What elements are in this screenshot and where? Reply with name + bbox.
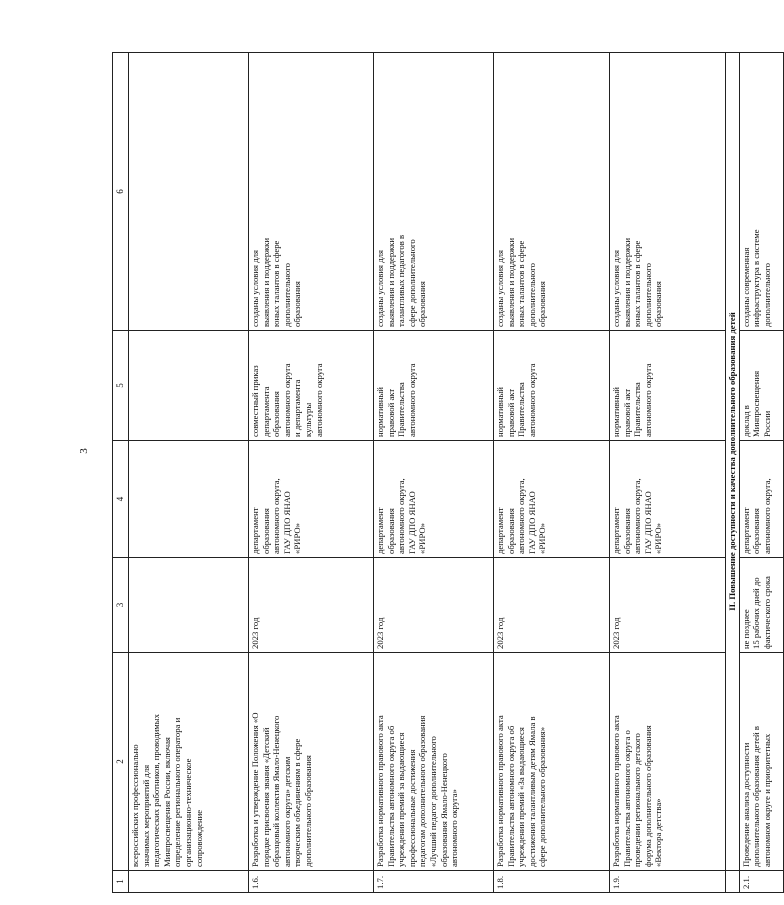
text-line: правовой акт xyxy=(505,388,516,437)
text-line: Проведение анализа доступности xyxy=(740,742,751,867)
table-row xyxy=(128,53,248,893)
deadline xyxy=(493,558,609,653)
text-line: значимых мероприятий для xyxy=(140,764,151,867)
text-line: всероссийских профессионально xyxy=(129,744,140,867)
row-number xyxy=(128,871,248,893)
text-line: доклад в xyxy=(740,405,751,437)
text-line: выявления и поддержки xyxy=(505,237,516,327)
event-name xyxy=(128,653,248,871)
header-col-6: 6 xyxy=(113,53,129,331)
text-line: ГАУ ДПО ЯНАО xyxy=(281,491,292,554)
executor xyxy=(493,441,609,558)
text-line: Правительства xyxy=(632,382,643,437)
section-row xyxy=(725,53,739,893)
table-row xyxy=(739,53,783,893)
text-line: департамента xyxy=(260,386,271,437)
header-col-1: 1 xyxy=(113,871,129,893)
text-line: не позднее xyxy=(740,609,751,649)
text-line: «Лучший педагог дополнительного xyxy=(428,736,439,867)
text-line: созданы условия для xyxy=(494,250,505,327)
text-line: талантливых педагогов в xyxy=(396,234,407,327)
text-line: Правительства автономного округа об xyxy=(385,725,396,867)
text-line: выявления и поддержки xyxy=(621,237,632,327)
deadline xyxy=(373,558,493,653)
text-line: автономного округа, xyxy=(396,478,407,554)
text-line: инфраструктура в системе xyxy=(751,229,762,327)
table-row xyxy=(248,53,373,893)
section-number xyxy=(725,871,739,893)
text-line: созданы современная xyxy=(740,247,751,327)
text-line: фактического срока xyxy=(761,576,772,649)
executor xyxy=(739,441,783,558)
event-name xyxy=(609,653,725,871)
text-line: 2023 год xyxy=(610,617,621,649)
expected-result xyxy=(609,53,725,331)
expected-result xyxy=(493,53,609,331)
deadline xyxy=(609,558,725,653)
text-line: образования xyxy=(385,508,396,554)
deadline xyxy=(739,558,783,653)
text-line: автономного округа» xyxy=(449,789,460,867)
table-row xyxy=(493,53,609,893)
text-line: «Вектора детства» xyxy=(653,798,664,867)
text-line: департамент xyxy=(610,507,621,554)
row-number: 1.7. xyxy=(373,871,493,893)
document-type xyxy=(128,331,248,441)
text-line: департамент xyxy=(249,507,260,554)
text-line: дополнительного xyxy=(526,263,537,327)
text-line: нормативный xyxy=(374,387,385,437)
event-name xyxy=(373,653,493,871)
text-line: «РИРО» xyxy=(292,522,303,554)
executor xyxy=(128,441,248,558)
text-line: ГАУ ДПО ЯНАО xyxy=(642,491,653,554)
text-line: дополнительного xyxy=(281,263,292,327)
text-line: проведении регионального детского xyxy=(632,733,643,867)
row-number: 1.9. xyxy=(609,871,725,893)
text-line: профессиональные достижения xyxy=(406,749,417,867)
text-line: Разработка и утверждение Положения «О xyxy=(249,712,260,867)
text-line: автономного округа xyxy=(313,363,324,437)
text-line: образования xyxy=(271,391,282,437)
text-line: автономном округе и приоритетных xyxy=(761,733,772,867)
text-line: Минпросвещения России, включая xyxy=(161,737,172,867)
text-line: дополнительного образования xyxy=(303,755,314,867)
text-line: России xyxy=(761,410,772,437)
text-line: автономного округа, xyxy=(516,478,527,554)
text-line: правовой акт xyxy=(621,388,632,437)
event-name xyxy=(248,653,373,871)
text-line: форума дополнительного образования xyxy=(642,725,653,867)
text-line: сфере дополнительного xyxy=(406,239,417,327)
plan-table-body xyxy=(113,53,784,893)
text-line: автономного округа, xyxy=(632,478,643,554)
text-line: сопровождение xyxy=(193,809,204,867)
text-line: автономного округа, xyxy=(271,478,282,554)
text-line: образования xyxy=(260,508,271,554)
text-line: организационно-техническое xyxy=(183,758,194,867)
text-line: образования Ямало-Ненецкого xyxy=(438,753,449,867)
text-line: порядке присвоения звания «Детский xyxy=(260,727,271,867)
text-line: юных талантов в сфере xyxy=(632,240,643,327)
text-line: учреждении премий «За выдающиеся xyxy=(516,727,527,867)
text-line: Правительства автономного округа об xyxy=(505,725,516,867)
document-type xyxy=(493,331,609,441)
text-line: Разработка нормативного правового акта xyxy=(374,715,385,867)
text-line: творческим объединениям в сфере xyxy=(292,738,303,867)
text-line: достижения талантливым детям Ямала в xyxy=(526,716,537,867)
deadline xyxy=(248,558,373,653)
text-line: педагогических работников, проводимых xyxy=(151,714,162,867)
executor xyxy=(609,441,725,558)
rotated-page xyxy=(112,53,772,893)
text-line: 2023 год xyxy=(374,617,385,649)
row-number: 2.1. xyxy=(739,871,783,893)
text-line: 2023 год xyxy=(249,617,260,649)
text-line: созданы условия для xyxy=(610,250,621,327)
text-line: культуры xyxy=(303,402,314,437)
text-line: дополнительного xyxy=(761,263,772,327)
document-type xyxy=(248,331,373,441)
text-line: образования xyxy=(417,281,428,327)
text-line: Правительства xyxy=(516,382,527,437)
table-row xyxy=(373,53,493,893)
deadline xyxy=(128,558,248,653)
text-line: выявления и поддержки xyxy=(260,237,271,327)
header-col-3: 3 xyxy=(113,558,129,653)
text-line: автономного округа xyxy=(281,363,292,437)
section-title: II. Повышение доступности и качества дополнительного образования детей xyxy=(725,53,739,871)
event-name xyxy=(739,653,783,871)
text-line: образования xyxy=(621,508,632,554)
row-number: 1.8. xyxy=(493,871,609,893)
text-line: Минпросвещения xyxy=(751,370,762,437)
text-line: нормативный xyxy=(610,387,621,437)
expected-result xyxy=(128,53,248,331)
text-line: определение регионального оператора и xyxy=(172,717,183,867)
plan-table xyxy=(112,52,784,893)
text-line: ГАУ ДПО ЯНАО xyxy=(406,491,417,554)
text-line: автономного округа xyxy=(526,363,537,437)
text-line: Правительства автономного округа о xyxy=(621,730,632,867)
text-line: образования xyxy=(537,281,548,327)
text-line: образования xyxy=(653,281,664,327)
text-line: и департамента xyxy=(292,379,303,437)
text-line: учреждении премий за выдающиеся xyxy=(396,732,407,867)
text-line: дополнительного образования детей в xyxy=(751,726,762,867)
text-line: созданы условия для xyxy=(249,250,260,327)
text-line: образования xyxy=(292,281,303,327)
text-line: департамент xyxy=(494,507,505,554)
text-line: юных талантов в сфере xyxy=(516,240,527,327)
text-line: автономного округа xyxy=(642,363,653,437)
text-line: созданы условия для xyxy=(374,250,385,327)
expected-result xyxy=(248,53,373,331)
table-row xyxy=(609,53,725,893)
expected-result xyxy=(739,53,783,331)
text-line: нормативный xyxy=(494,387,505,437)
text-line: выявления и поддержки xyxy=(385,237,396,327)
text-line: ГАУ ДПО ЯНАО xyxy=(526,491,537,554)
executor xyxy=(248,441,373,558)
text-line: автономного округа, xyxy=(761,478,772,554)
document-type xyxy=(373,331,493,441)
text-line: «РИРО» xyxy=(537,522,548,554)
text-line: «РИРО» xyxy=(417,522,428,554)
text-line: сфере дополнительного образования» xyxy=(537,726,548,867)
text-line: педагогам дополнительного образования xyxy=(417,715,428,867)
executor xyxy=(373,441,493,558)
page-number: 3 xyxy=(78,448,90,454)
text-line: дополнительного xyxy=(642,263,653,327)
table-header-row xyxy=(113,53,129,893)
row-number: 1.6. xyxy=(248,871,373,893)
text-line: Правительства xyxy=(396,382,407,437)
event-name xyxy=(493,653,609,871)
text-line: Разработка нормативного правового акта xyxy=(494,715,505,867)
text-line: юных талантов в сфере xyxy=(271,240,282,327)
text-line: 15 рабочих дней до xyxy=(751,577,762,649)
text-line: совместный приказ xyxy=(249,365,260,437)
text-line: образования xyxy=(505,508,516,554)
text-line: образцовый коллектив Ямало-Ненецкого xyxy=(271,715,282,867)
header-col-5: 5 xyxy=(113,331,129,441)
text-line: 2023 год xyxy=(494,617,505,649)
text-line: «РИРО» xyxy=(653,522,664,554)
text-line: автономного округа xyxy=(406,363,417,437)
document-type xyxy=(739,331,783,441)
header-col-4: 4 xyxy=(113,441,129,558)
expected-result xyxy=(373,53,493,331)
document-type xyxy=(609,331,725,441)
text-line: департамент xyxy=(374,507,385,554)
text-line: правовой акт xyxy=(385,388,396,437)
text-line: Разработка нормативного правового акта xyxy=(610,715,621,867)
text-line: образования xyxy=(751,508,762,554)
text-line: департамент xyxy=(740,507,751,554)
text-line: автономного округа» детским xyxy=(281,756,292,867)
header-col-2: 2 xyxy=(113,653,129,871)
